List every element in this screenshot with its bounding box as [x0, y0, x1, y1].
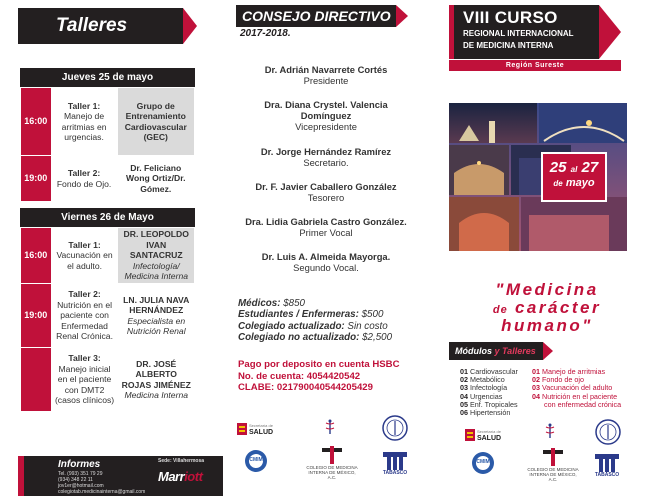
schedule-friday — [20, 227, 195, 412]
fees-list — [238, 298, 392, 344]
fee-value: Sin costo — [344, 320, 388, 332]
workshop-name: Nutrición en el paciente — [542, 391, 618, 401]
tabasco-emblem-icon — [593, 454, 621, 472]
topic-cell — [51, 88, 117, 156]
topic-label: Taller 1: — [68, 239, 101, 250]
member-role: Segundo Vocal. — [293, 262, 359, 273]
cmim-text: CMIM — [249, 457, 263, 463]
colegio-text: COLEGIO DE MEDICINA INTERNA DE MÉXICO, A.C. — [527, 467, 579, 482]
fee-label: Estudiantes / Enfermeras: — [238, 309, 359, 321]
member-name: Dr. Jorge Hernández Ramírez — [260, 146, 392, 157]
colegio-text: COLEGIO DE MEDICINA INTERNA DE MÉXICO, A.C. — [306, 465, 358, 480]
salud-title: SALUD — [248, 429, 274, 436]
module-name: Urgencias — [470, 391, 503, 401]
curso-subtitle-2: DE MEDICINA INTERNA — [463, 41, 554, 50]
fee-label: Colegiado actualizado: — [238, 320, 345, 332]
module-name: Cardiovascular — [470, 367, 518, 376]
informes-title: Informes — [58, 459, 101, 470]
module-name: Metabólico — [470, 375, 505, 385]
board-member — [236, 146, 416, 168]
schedule-thursday — [20, 87, 195, 202]
seal-icon — [595, 419, 621, 445]
member-name: Dr. Adrián Navarrete Cortés — [264, 64, 388, 75]
member-role: Vicepresidente — [295, 121, 357, 132]
dates-month — [543, 177, 605, 189]
curso-subtitle-1: REGIONAL INTERNACIONAL — [463, 29, 574, 38]
colegio-logo-top-2 — [530, 418, 570, 444]
topic-text: Nutrición en el paciente con Enfermedad Renal Crónica. — [56, 299, 113, 342]
topic-cell — [51, 348, 118, 412]
salud-title: SALUD — [476, 435, 502, 442]
module-number: 05 — [460, 399, 468, 409]
table-row — [21, 228, 195, 284]
time-cell — [21, 348, 52, 412]
fee-value: $2,500 — [359, 332, 393, 344]
event-dates — [541, 152, 607, 202]
salud-emblem-icon — [237, 423, 247, 435]
module-name: Hipertensión — [470, 408, 511, 418]
fee-value: $500 — [358, 309, 384, 321]
modulos-banner — [449, 342, 543, 360]
colegio-logo-2 — [525, 448, 581, 482]
fee-item — [238, 309, 392, 320]
curso-title: VIII CURSO — [463, 8, 558, 27]
table-row — [21, 348, 195, 412]
date-de: de — [553, 179, 563, 188]
board-member — [236, 64, 416, 86]
board-member — [241, 99, 411, 132]
consejo-title: CONSEJO DIRECTIVO — [242, 8, 391, 24]
speaker-cell — [118, 348, 195, 412]
talleres-subtitle: y Talleres — [494, 346, 536, 356]
member-name: Dr. F. Javier Caballero González — [255, 181, 397, 192]
time-cell: 19:00 — [21, 284, 52, 348]
salud-logo — [232, 418, 278, 440]
module-name: Infectología — [470, 383, 508, 393]
speaker-name: Grupo de Entrenamiento Cardiovascular (GEC) — [124, 100, 187, 142]
table-row — [21, 88, 195, 156]
workshops-list — [532, 368, 621, 409]
member-name: Dr. Luis A. Almeida Mayorga. — [261, 251, 391, 262]
member-name: Dra. Lidia Gabriela Castro González. — [245, 216, 407, 227]
colegio-emblem-icon — [322, 446, 342, 464]
date-to: 27 — [581, 159, 599, 176]
module-number: 04 — [460, 391, 468, 401]
board-member — [231, 181, 421, 203]
day-heading-friday: Viernes 26 de Mayo — [20, 208, 195, 227]
list-item — [460, 409, 518, 417]
workshop-number: 01 — [532, 367, 540, 376]
seal-logo — [381, 414, 409, 442]
topic-cell — [51, 156, 117, 202]
modulos-title: Módulos — [455, 346, 492, 356]
topic-text: Fondo de Ojo. — [56, 178, 112, 189]
date-al: al — [570, 165, 578, 174]
slogan-word-1: "Medicina — [495, 280, 599, 299]
date-month: mayo — [565, 177, 595, 189]
workshop-number: 04 — [532, 391, 540, 401]
speaker-specialty: Especialista en Nutrición Renal — [126, 315, 186, 336]
module-number: 06 — [460, 408, 468, 418]
topic-label: Taller 2: — [67, 168, 101, 178]
workshop-number: 02 — [532, 375, 540, 385]
time-cell: 16:00 — [21, 88, 52, 156]
fee-label: Colegiado no actualizado: — [238, 332, 360, 344]
informes-phone-2: (934) 348 22 11 — [58, 477, 93, 483]
table-row — [21, 284, 195, 348]
seal-icon — [382, 415, 408, 441]
dates-range — [543, 159, 605, 176]
member-name: Dra. Diana Crystel. Valencia Domínguez — [264, 99, 388, 121]
fee-item — [238, 332, 392, 343]
topic-text: Manejo de arritmias en urgencias. — [61, 111, 107, 142]
speaker-specialty: Medicina Interna — [124, 390, 189, 400]
board-member — [226, 216, 426, 238]
fee-item — [238, 321, 392, 332]
colegio-logo — [304, 446, 360, 480]
tabasco-emblem-icon — [381, 452, 409, 470]
day-heading-thursday: Jueves 25 de mayo — [20, 68, 195, 87]
salud-small: Secretaría de — [476, 429, 501, 434]
cmim-text: CMIM — [476, 459, 490, 465]
slogan-word-4: humano" — [501, 316, 593, 335]
speaker-cell — [117, 88, 195, 156]
workshop-name: con enfermedad crónica — [544, 399, 622, 409]
topic-label: Taller 2: — [68, 289, 101, 300]
slogan-word-3: carácter — [514, 298, 602, 317]
informes-email[interactable]: jov1er@hotmail.com — [58, 483, 104, 489]
topic-text: Manejo inicial en el paciente con DMT2 (casos clínicos) — [54, 363, 115, 406]
slogan-line-2 — [452, 298, 642, 318]
workshop-name: Vacunación del adulto — [542, 383, 613, 393]
region-label: Región Sureste — [449, 60, 621, 71]
colegio-logo-top — [308, 414, 352, 440]
topic-cell — [51, 228, 118, 284]
talleres-banner — [18, 8, 183, 44]
tabasco-text: TABASCO — [594, 472, 620, 478]
topic-text: Vacunación en el adulto. — [56, 250, 113, 271]
fee-label: Médicos: — [238, 298, 281, 309]
speaker-name: DR. JOSÉ ALBERTO ROJAS JIMÉNEZ — [121, 358, 191, 390]
time-cell: 19:00 — [21, 156, 52, 202]
speaker-name: DR. LEOPOLDO IVAN SANTACRUZ — [123, 229, 189, 261]
informes-email-2[interactable]: colegiotab.medicinainterna@gmail.com — [58, 489, 146, 495]
payment-info — [238, 359, 400, 394]
workshop-number: 03 — [532, 383, 540, 393]
salud-emblem-icon — [465, 429, 475, 441]
tabasco-text: TABASCO — [382, 470, 408, 476]
module-number: 01 — [460, 367, 468, 376]
tabasco-logo-2 — [590, 452, 624, 480]
fee-value: $850 — [280, 298, 305, 309]
module-number: 03 — [460, 383, 468, 393]
cmim-logo-2 — [470, 450, 496, 476]
speaker-cell — [117, 156, 195, 202]
cmim-logo — [243, 448, 269, 474]
module-name: Enf. Tropicales — [470, 399, 518, 409]
member-role: Presidente — [303, 75, 349, 86]
topic-label: Taller 3: — [68, 353, 101, 364]
consejo-banner — [236, 5, 396, 27]
table-row — [21, 156, 195, 202]
member-role: Primer Vocal — [299, 227, 353, 238]
slogan-word-2: de — [492, 304, 508, 316]
informes-contacts — [58, 471, 145, 495]
speaker-name: Dr. Feliciano Wong Ortiz/Dr. Gómez. — [125, 162, 186, 194]
informes-phone: Tel. (993) 351 79 29 — [58, 471, 103, 477]
date-from: 25 — [549, 159, 567, 176]
hotel-logo-a: Marr — [158, 469, 185, 484]
list-item — [532, 401, 621, 409]
consejo-period: 2017-2018. — [240, 28, 291, 39]
speaker-name: LN. JULIA NAVA HERNÁNDEZ — [123, 294, 190, 315]
workshop-name: Fondo de ojo — [542, 375, 584, 385]
curso-banner — [449, 5, 599, 59]
member-role: Secretario. — [303, 157, 349, 168]
hotel-logo-b: iott — [184, 469, 203, 484]
topic-cell — [51, 284, 118, 348]
fee-item — [238, 298, 392, 309]
salud-logo-2 — [460, 424, 506, 446]
workshop-name: Manejo de arritmias — [542, 367, 606, 376]
hotel-logo — [158, 469, 202, 484]
payment-line: Pago por deposito en cuenta HSBC — [238, 359, 400, 370]
clabe-number: CLABE: 021790040544205429 — [238, 382, 373, 394]
modules-list — [460, 368, 518, 417]
colegio-emblem-icon — [543, 448, 563, 466]
caduceus-icon — [323, 419, 337, 435]
talleres-title: Talleres — [56, 15, 128, 36]
account-number: No. de cuenta: 4054420542 — [238, 370, 361, 382]
member-role: Tesorero — [307, 192, 345, 203]
tabasco-logo — [378, 450, 412, 478]
topic-label: Taller 1: — [67, 100, 101, 111]
speaker-specialty: Infectología/ Medicina Interna — [124, 260, 189, 282]
module-number: 02 — [460, 375, 468, 385]
salud-small: Secretaría de — [248, 423, 273, 428]
sede-label: Sede: Villahermosa — [158, 458, 205, 464]
board-member — [236, 251, 416, 273]
speaker-cell — [118, 228, 195, 284]
slogan — [452, 280, 642, 336]
speaker-cell — [118, 284, 195, 348]
informes-box — [18, 456, 223, 496]
caduceus-icon — [543, 423, 557, 439]
time-cell: 16:00 — [21, 228, 52, 284]
seal-logo-2 — [594, 418, 622, 446]
